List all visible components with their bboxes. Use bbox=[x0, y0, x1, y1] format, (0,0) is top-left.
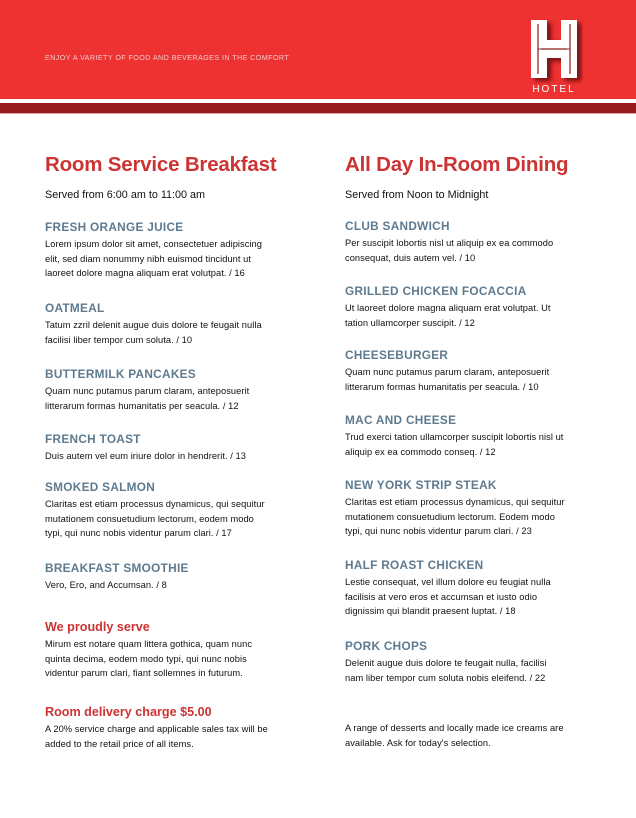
desc-line: Quam nunc putamus parum claram, anteposuerit bbox=[45, 386, 250, 396]
proudly-serve-section bbox=[45, 620, 315, 681]
item-name: NEW YORK STRIP STEAK bbox=[345, 478, 497, 492]
item-description bbox=[45, 384, 315, 413]
menu-item bbox=[45, 220, 315, 281]
desc-line: A 20% service charge and applicable sales tax will be bbox=[45, 724, 268, 734]
item-description bbox=[345, 365, 615, 394]
desc-line: mutationem consuetudium lectorum, eodem modo bbox=[45, 513, 254, 524]
h-logo-icon bbox=[531, 20, 583, 84]
item-description bbox=[345, 430, 615, 459]
menu-item bbox=[345, 639, 615, 685]
item-description bbox=[345, 575, 615, 619]
desc-line: available. Ask for today's selection. bbox=[345, 737, 491, 748]
divider-pink bbox=[0, 113, 636, 114]
item-description bbox=[345, 236, 615, 265]
item-description bbox=[345, 495, 615, 539]
item-name: HALF ROAST CHICKEN bbox=[345, 558, 484, 572]
proudly-serve-text bbox=[45, 637, 315, 681]
desc-line: tation ullamcorper suscipit. / 12 bbox=[345, 317, 475, 328]
desc-line: Tatum zzril delenit augue duis dolore te feugait nulla bbox=[45, 320, 262, 330]
menu-item bbox=[345, 348, 615, 394]
desc-line: Claritas est etiam processus dynamicus, qui sequitur bbox=[345, 497, 565, 507]
item-name: CLUB SANDWICH bbox=[345, 219, 450, 233]
menu-item bbox=[345, 413, 615, 459]
divider-dark-red bbox=[0, 103, 636, 113]
desc-line: Per suscipit lobortis nisl ut aliquip ex ea commodo bbox=[345, 238, 554, 248]
item-description bbox=[45, 237, 315, 281]
desc-line: laoreet dolore magna aliquam erat volutpat. / 16 bbox=[45, 268, 245, 279]
desc-line: Lorem ipsum dolor sit amet, consectetuer adipiscing bbox=[45, 239, 262, 249]
desc-line: litterarum formas humanitatis per seacula. / 12 bbox=[45, 400, 239, 411]
desc-line: Mirum est notare quam littera gothica, quam nunc bbox=[45, 639, 253, 649]
desc-line: added to the retail price of all items. bbox=[45, 738, 194, 749]
item-name: GRILLED CHICKEN FOCACCIA bbox=[345, 284, 527, 298]
item-name: CHEESEBURGER bbox=[345, 348, 449, 362]
menu-item bbox=[345, 558, 615, 619]
desc-line: Duis autem vel eum iriure dolor in hendrerit. / 13 bbox=[45, 451, 246, 461]
menu-item bbox=[345, 478, 615, 539]
dining-column bbox=[345, 152, 605, 748]
desc-line: Trud exerci tation ullamcorper suscipit lobortis nisl ut bbox=[345, 432, 564, 442]
menu-item bbox=[45, 480, 315, 541]
menu-item bbox=[45, 367, 315, 413]
item-name: FRENCH TOAST bbox=[45, 432, 141, 446]
hotel-logo bbox=[531, 20, 577, 100]
desc-line: typi, qui nunc nobis videntur parum clari. / 23 bbox=[345, 526, 532, 537]
desc-line: nam liber tempor cum soluta nobis eleifend. / 22 bbox=[345, 672, 546, 683]
item-name: FRESH ORANGE JUICE bbox=[45, 220, 184, 234]
desc-line: A range of desserts and locally made ice creams are bbox=[345, 723, 564, 733]
desc-line: litterarum formas humanitatis per seacula. / 10 bbox=[345, 381, 539, 392]
desserts-text bbox=[345, 721, 615, 750]
desc-line: Lestie consequat, vel illum dolore eu feugiat nulla bbox=[345, 577, 551, 587]
desc-line: dignissim qui blandit praesent luptat. / 18 bbox=[345, 606, 516, 617]
item-description bbox=[345, 301, 615, 330]
header-banner bbox=[0, 0, 636, 99]
delivery-charge-title: Room delivery charge $5.00 bbox=[45, 705, 212, 719]
menu-item bbox=[45, 432, 315, 464]
dining-title: All Day In-Room Dining bbox=[345, 153, 569, 176]
breakfast-title: Room Service Breakfast bbox=[45, 153, 277, 176]
desc-line: videntur parum clari, fiant sollemnes in futurum. bbox=[45, 668, 243, 679]
desc-line: Vero, Ero, and Accumsan. / 8 bbox=[45, 580, 167, 590]
desc-line: elit, sed diam nonummy nibh euismod tincidunt ut bbox=[45, 253, 252, 264]
desc-line: Quam nunc putamus parum claram, anteposuerit bbox=[345, 367, 550, 377]
desc-line: Ut laoreet dolore magna aliquam erat volutpat. Ut bbox=[345, 303, 551, 313]
tagline: ENJOY A VARIETY OF FOOD AND BEVERAGES IN THE COMFORT bbox=[45, 53, 290, 62]
menu-item bbox=[345, 284, 615, 330]
item-name: BREAKFAST SMOOTHIE bbox=[45, 561, 189, 575]
item-name: BUTTERMILK PANCAKES bbox=[45, 367, 196, 381]
item-name: OATMEAL bbox=[45, 301, 105, 315]
desc-line: consequat, duis autem vel. / 10 bbox=[345, 252, 476, 263]
breakfast-column bbox=[45, 152, 305, 749]
delivery-charge-text bbox=[45, 722, 315, 751]
proudly-serve-title: We proudly serve bbox=[45, 620, 150, 634]
menu-item bbox=[45, 561, 315, 593]
desserts-note bbox=[345, 718, 615, 750]
breakfast-hours: Served from 6:00 am to 11:00 am bbox=[45, 189, 206, 201]
item-description bbox=[45, 318, 315, 347]
item-description bbox=[345, 656, 615, 685]
desc-line: facilisis at vero eros et accumsan et iusto odio bbox=[345, 591, 538, 602]
item-name: SMOKED SALMON bbox=[45, 480, 156, 494]
desc-line: quinta decima, eodem modo typi, qui nunc nobis bbox=[45, 653, 247, 664]
menu-item bbox=[45, 301, 315, 347]
desc-line: aliquip ex ea commodo conseq. / 12 bbox=[345, 446, 496, 457]
menu-item bbox=[345, 219, 615, 265]
desc-line: facilisi liber tempor cum soluta. / 10 bbox=[45, 334, 193, 345]
item-description bbox=[45, 449, 315, 464]
desc-line: typi, qui nunc nobis videntur parum clari. / 17 bbox=[45, 528, 232, 539]
desc-line: mutationem consuetudium lectorum. Eodem modo bbox=[345, 511, 555, 522]
desc-line: Claritas est etiam processus dynamicus, qui sequitur bbox=[45, 499, 265, 509]
desc-line: Delenit augue duis dolore te feugait nulla, facilisi bbox=[345, 658, 547, 668]
dining-hours: Served from Noon to Midnight bbox=[345, 189, 489, 201]
item-description bbox=[45, 497, 315, 541]
item-name: PORK CHOPS bbox=[345, 639, 428, 653]
item-name: MAC AND CHEESE bbox=[345, 413, 457, 427]
item-description bbox=[45, 578, 315, 593]
delivery-charge-section bbox=[45, 705, 315, 751]
logo-text: HOTEL bbox=[532, 84, 576, 95]
